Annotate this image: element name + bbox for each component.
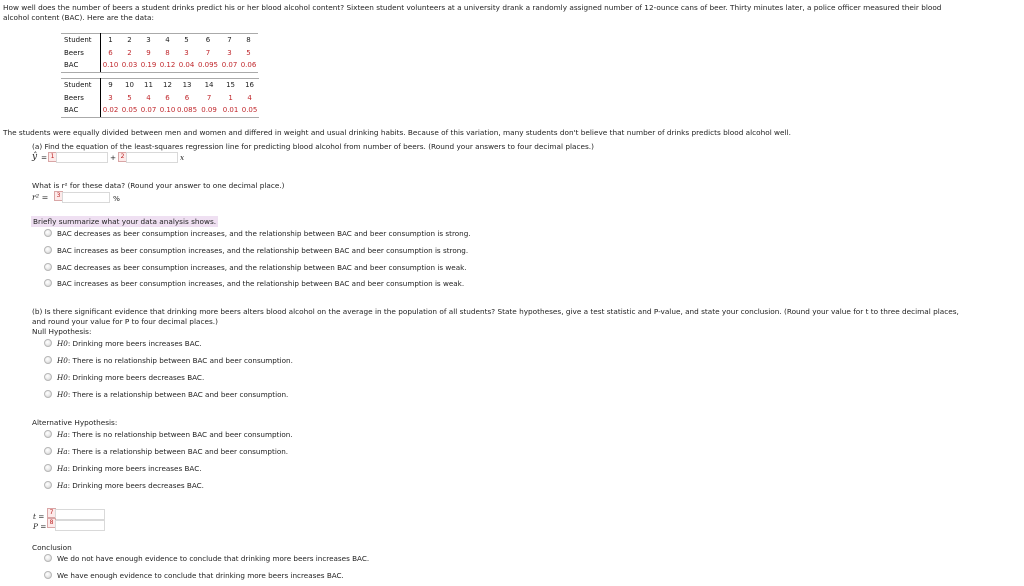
table-cell: 4 [146, 93, 151, 102]
null-radio-2[interactable] [44, 356, 52, 364]
ha-symbol: Ha [57, 464, 68, 473]
intro-line-2: alcohol content (BAC). Here are the data: [3, 13, 154, 22]
student-header: Student [61, 34, 101, 47]
alt-option-3 [57, 464, 202, 473]
r2-question: What is r² for these data? (Round your answer to one decimal place.) [32, 181, 285, 190]
h0-symbol: H0 [57, 390, 68, 399]
table-cell: 0.01 [221, 104, 240, 117]
part-a-question: (a) Find the equation of the least-squares regression line for predicting blood alcohol from number of beers. (Round your answers to four decimal places.) [32, 142, 594, 151]
summary-radio-3[interactable] [44, 263, 52, 271]
y-hat-symbol: ŷ [32, 152, 38, 162]
table-cell: 0.07 [139, 104, 158, 117]
null-radio-1[interactable] [44, 339, 52, 347]
table-cell: 9 [146, 48, 151, 57]
table-cell: 0.09 [197, 104, 221, 117]
conclusion-label: Conclusion [32, 543, 72, 552]
p-label: P = [33, 522, 47, 531]
bac-header: BAC [61, 59, 101, 72]
table-cell: 0.12 [158, 59, 177, 72]
null-option-1 [57, 339, 202, 348]
alt-option-text: : There is a relationship between BAC and beer consumption. [67, 447, 289, 456]
table-cell: 2 [120, 34, 139, 47]
slope-input[interactable] [126, 152, 178, 163]
table-cell: 4 [247, 93, 252, 102]
beers-header: Beers [61, 92, 101, 105]
table-cell: 3 [139, 34, 158, 47]
plus-sign: + [110, 153, 117, 162]
null-option-text: : There is no relationship between BAC and beer consumption. [67, 356, 293, 365]
table-row-bac [61, 104, 259, 117]
alt-option-text: : Drinking more beers decreases BAC. [67, 481, 204, 490]
table-cell: 0.095 [196, 59, 220, 72]
table-cell: 0.10 [158, 104, 177, 117]
table-cell: 8 [165, 48, 170, 57]
null-option-text: : Drinking more beers decreases BAC. [67, 373, 205, 382]
table-cell: 14 [197, 79, 221, 92]
alt-option-text: : Drinking more beers increases BAC. [67, 464, 202, 473]
null-radio-3[interactable] [44, 373, 52, 381]
table-cell: 15 [221, 79, 240, 92]
table-cell: 7 [206, 93, 212, 102]
table-row-student [61, 79, 259, 92]
bac-header: BAC [61, 104, 101, 117]
ha-symbol: Ha [57, 430, 68, 439]
part-b-question-line-1: (b) Is there significant evidence that drinking more beers alters blood alcohol on the average in the population of all students? State hypotheses, give a test statistic and P-value, and state your conclusion. (Round your value for t to three decimal places, [32, 307, 959, 316]
table-cell: 0.085 [177, 104, 197, 117]
context-text: The students were equally divided between men and women and differed in weight and usual drinking habits. Because of this variation, many students don't believe that number of drinks predicts blood alcohol well. [3, 128, 791, 137]
ha-symbol: Ha [57, 481, 68, 490]
problem-intro [3, 3, 941, 23]
table-cell: 3 [227, 48, 232, 57]
null-radio-4[interactable] [44, 390, 52, 398]
table-cell: 5 [177, 34, 196, 47]
h0-symbol: H0 [57, 339, 68, 348]
answer-tag-3: 3 [54, 191, 63, 201]
table-cell: 0.04 [177, 59, 196, 72]
table-cell: 0.03 [120, 59, 139, 72]
summary-radio-2[interactable] [44, 246, 52, 254]
alt-radio-4[interactable] [44, 481, 52, 489]
table-cell: 0.05 [120, 104, 139, 117]
table-cell: 0.02 [101, 104, 121, 117]
h0-symbol: H0 [57, 373, 68, 382]
table-cell: 11 [139, 79, 158, 92]
table-cell: 6 [165, 93, 170, 102]
table-row-bac [61, 59, 258, 72]
table-cell: 0.07 [220, 59, 239, 72]
t-statistic-input[interactable] [55, 509, 105, 520]
alt-radio-2[interactable] [44, 447, 52, 455]
p-value-input[interactable] [55, 520, 105, 531]
table-cell: 6 [184, 93, 190, 102]
table-row-beers [61, 92, 259, 105]
table-cell: 9 [101, 79, 121, 92]
table-cell: 0.19 [139, 59, 158, 72]
conclusion-radio-2[interactable] [44, 571, 52, 579]
equals-sign: = [41, 153, 48, 162]
student-header: Student [61, 79, 101, 92]
conclusion-option-1: We do not have enough evidence to conclude that drinking more beers increases BAC. [57, 554, 370, 563]
alt-option-1 [57, 430, 293, 439]
table-cell: 1 [101, 34, 121, 47]
summary-option-2: BAC increases as beer consumption increases, and the relationship between BAC and beer consumption is strong. [57, 246, 469, 255]
r2-input[interactable] [62, 192, 110, 203]
table-cell: 1 [228, 93, 233, 102]
percent-sign: % [113, 194, 120, 203]
data-table-block-2 [61, 78, 259, 118]
beers-header: Beers [61, 47, 101, 60]
table-cell: 16 [240, 79, 259, 92]
intercept-input[interactable] [56, 152, 108, 163]
data-table-block-1 [61, 33, 258, 73]
table-cell: 0.05 [240, 104, 259, 117]
summary-option-3: BAC decreases as beer consumption increases, and the relationship between BAC and beer consumption is weak. [57, 263, 467, 272]
part-b-question-line-2: and round your value for P to four decimal places.) [32, 317, 218, 326]
null-option-3 [57, 373, 204, 382]
table-cell: 13 [177, 79, 197, 92]
table-cell: 10 [120, 79, 139, 92]
answer-tag-1: 1 [48, 152, 57, 162]
alt-option-text: : There is no relationship between BAC and beer consumption. [67, 430, 293, 439]
table-cell: 2 [127, 48, 132, 57]
alt-option-4 [57, 481, 204, 490]
null-option-2 [57, 356, 293, 365]
alt-radio-3[interactable] [44, 464, 52, 472]
null-option-text: : Drinking more beers increases BAC. [67, 339, 202, 348]
table-cell: 3 [184, 48, 189, 57]
answer-tag-7: 7 [47, 508, 56, 518]
intro-line-1: How well does the number of beers a student drinks predict his or her blood alcohol content? Sixteen student volunteers at a university drank a randomly assigned number of 12-ounce cans of beer. Thirty minutes later, a police officer measured their blood [3, 3, 942, 12]
table-cell: 0.10 [101, 59, 121, 72]
null-hypothesis-label: Null Hypothesis: [32, 327, 92, 336]
conclusion-radio-1[interactable] [44, 554, 52, 562]
summary-prompt-text: Briefly summarize what your data analysis shows. [33, 217, 217, 226]
table-row-student [61, 34, 258, 47]
table-row-beers [61, 47, 258, 60]
answer-tag-8: 8 [47, 518, 56, 528]
table-cell: 0.06 [239, 59, 258, 72]
table-cell: 5 [246, 48, 251, 57]
summary-option-4: BAC increases as beer consumption increases, and the relationship between BAC and beer consumption is weak. [57, 279, 465, 288]
alt-radio-1[interactable] [44, 430, 52, 438]
table-cell: 7 [220, 34, 239, 47]
ha-symbol: Ha [57, 447, 68, 456]
table-cell: 5 [127, 93, 132, 102]
x-variable: x [180, 153, 185, 162]
table-cell: 6 [108, 48, 113, 57]
null-option-4 [57, 390, 288, 399]
alt-option-2 [57, 447, 288, 456]
r2-label: r² = [32, 193, 49, 202]
table-cell: 12 [158, 79, 177, 92]
summary-radio-4[interactable] [44, 279, 52, 287]
table-cell: 8 [239, 34, 258, 47]
conclusion-option-2: We have enough evidence to conclude that drinking more beers increases BAC. [57, 571, 344, 580]
summary-option-1: BAC decreases as beer consumption increases, and the relationship between BAC and beer consumption is strong. [57, 229, 471, 238]
table-cell: 3 [108, 93, 113, 102]
alternative-hypothesis-label: Alternative Hypothesis: [32, 418, 118, 427]
table-cell: 4 [158, 34, 177, 47]
table-cell: 6 [196, 34, 220, 47]
t-label: t = [33, 512, 45, 521]
h0-symbol: H0 [57, 356, 68, 365]
null-option-text: : There is a relationship between BAC and beer consumption. [67, 390, 289, 399]
summary-prompt [31, 217, 218, 226]
answer-tag-2: 2 [118, 152, 127, 162]
summary-radio-1[interactable] [44, 229, 52, 237]
table-cell: 7 [205, 48, 211, 57]
